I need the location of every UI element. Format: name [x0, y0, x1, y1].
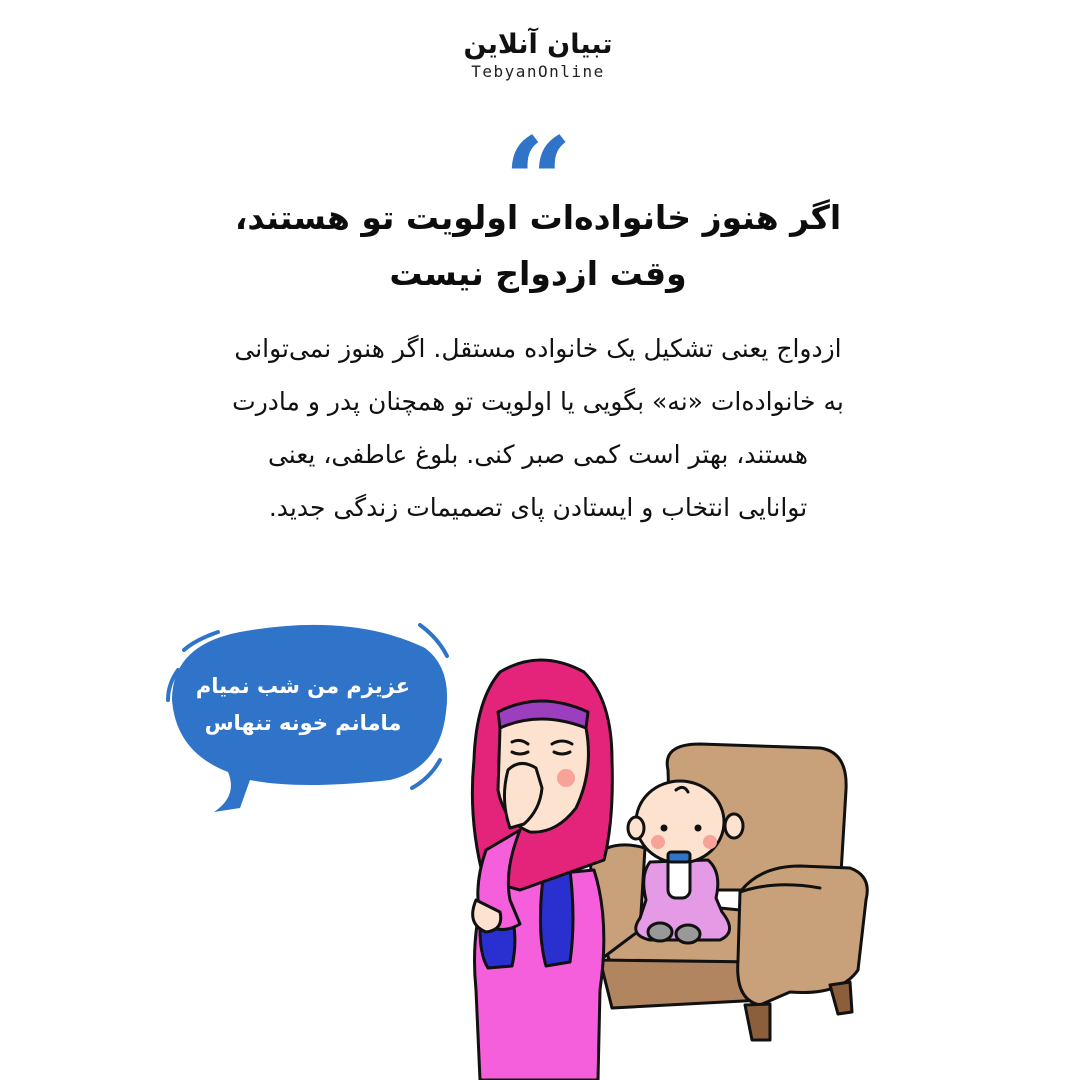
speech-bubble-text	[178, 668, 428, 742]
brand-name-fa: تبیان آنلاین	[463, 29, 613, 60]
speech-bubble-line-2: مامانم خونه تنهاس	[204, 711, 402, 735]
body-line-2: به خانواده‌ات «نه» بگویی یا اولویت تو همچنان پدر و مادرت	[232, 387, 844, 416]
armchair	[590, 744, 867, 1040]
mother	[472, 660, 612, 1080]
quote-mark-icon: “	[503, 111, 573, 252]
speech-bubble-line-1: عزیزم من شب نمیام	[195, 674, 411, 698]
body-line-3: هستند، بهتر است کمی صبر کنی. بلوغ عاطفی، یعنی	[267, 440, 809, 469]
body-line-1: ازدواج یعنی تشکیل یک خانواده مستقل. اگر هنوز نمی‌توانی	[234, 334, 842, 363]
body-line-4: توانایی انتخاب و ایستادن پای تصمیمات زندگی جدید.	[268, 493, 808, 522]
body-paragraph	[150, 322, 926, 534]
brand-logo	[0, 28, 1076, 81]
brand-name-en: TebyanOnline	[471, 62, 605, 81]
headline	[138, 190, 938, 302]
headline-line-1: اگر هنوز خانواده‌ات اولویت تو هستند،	[234, 198, 842, 237]
mother-baby-armchair-illustration	[0, 600, 1076, 1080]
headline-line-2: وقت ازدواج نیست	[389, 254, 687, 293]
